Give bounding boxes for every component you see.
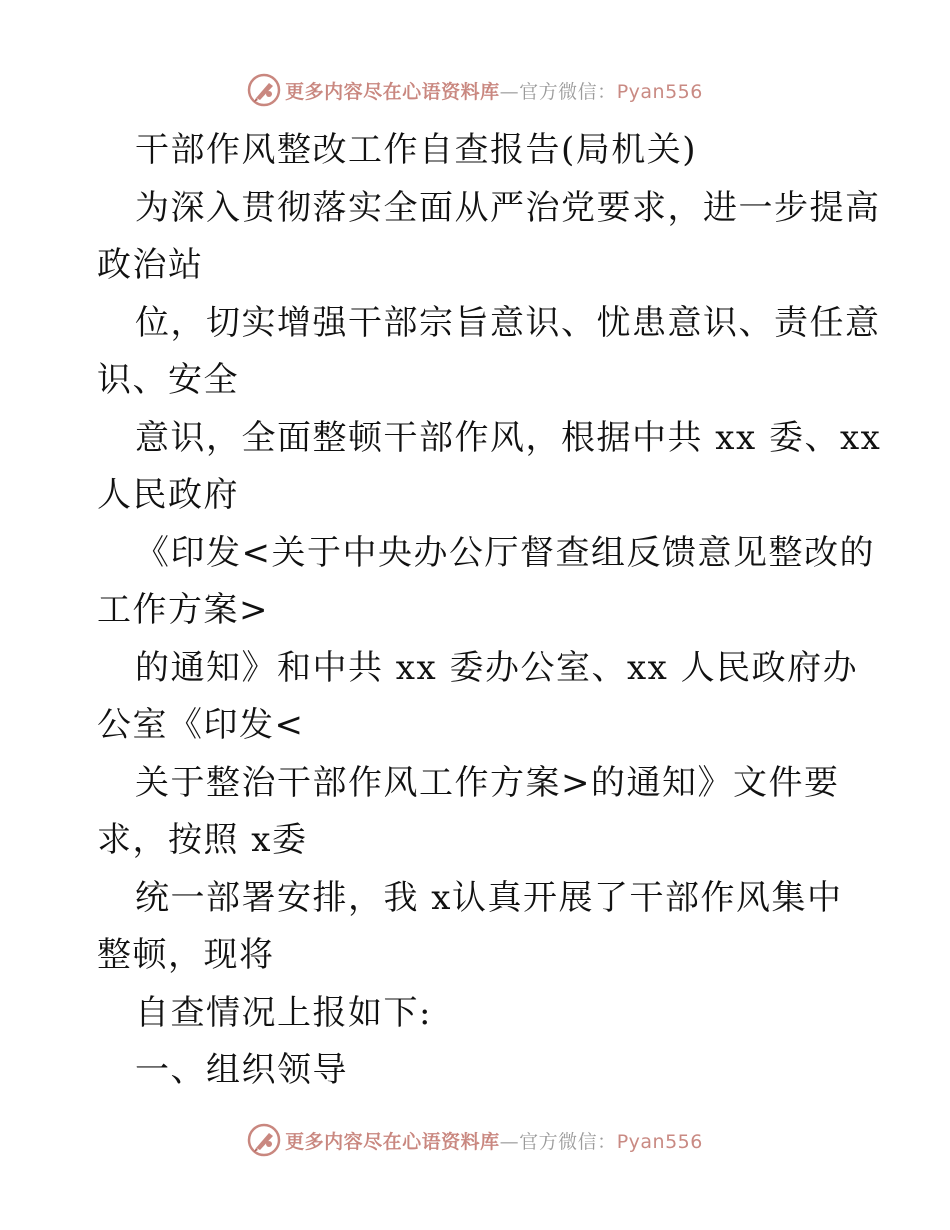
watermark-site-text: 更多内容尽在心语资料库 <box>285 1130 500 1153</box>
watermark-official-label: 官方微信： <box>519 80 617 103</box>
watermark-wechat-id: Pyan556 <box>616 80 703 103</box>
document-line: 工作方案> <box>97 590 269 630</box>
document-line: 政治站 <box>97 245 204 285</box>
watermark-separator: — <box>499 80 520 103</box>
watermark-wechat-id: Pyan556 <box>616 1130 703 1153</box>
watermark-text <box>285 77 703 104</box>
document-line: 自查情况上报如下: <box>135 992 432 1033</box>
watermark-site-text: 更多内容尽在心语资料库 <box>285 80 500 103</box>
document-line: 《印发<关于中央办公厅督查组反馈意见整改的 <box>135 532 875 573</box>
document-line: 公室《印发< <box>97 705 305 745</box>
document-line: 为深入贯彻落实全面从严治党要求，进一步提高 <box>135 187 881 228</box>
document-line: 求，按照 x委 <box>97 820 308 860</box>
document-line: 的通知》和中共 xx 委办公室、xx 人民政府办 <box>135 647 859 688</box>
document-body <box>97 122 882 1100</box>
watermark-separator: — <box>499 1130 520 1153</box>
document-line: 识、安全 <box>97 360 239 400</box>
document-line: 人民政府 <box>97 475 239 515</box>
document-line: 意识，全面整顿干部作风，根据中共 xx 委、xx <box>135 417 882 458</box>
pen-logo-icon <box>247 1123 281 1157</box>
document-line: 位，切实增强干部宗旨意识、忧患意识、责任意 <box>135 302 881 343</box>
watermark-header <box>0 70 950 110</box>
watermark-official-label: 官方微信： <box>519 1130 617 1153</box>
pen-logo-icon <box>247 73 281 107</box>
watermark-text <box>285 1127 703 1154</box>
document-line: 干部作风整改工作自查报告(局机关) <box>135 130 698 170</box>
document-line: 整顿，现将 <box>97 935 275 975</box>
watermark-footer <box>0 1120 950 1160</box>
document-line: 统一部署安排，我 x认真开展了干部作风集中 <box>135 877 843 918</box>
document-line: 关于整治干部作风工作方案>的通知》文件要 <box>135 762 840 803</box>
document-line: 一、组织领导 <box>135 1050 348 1090</box>
